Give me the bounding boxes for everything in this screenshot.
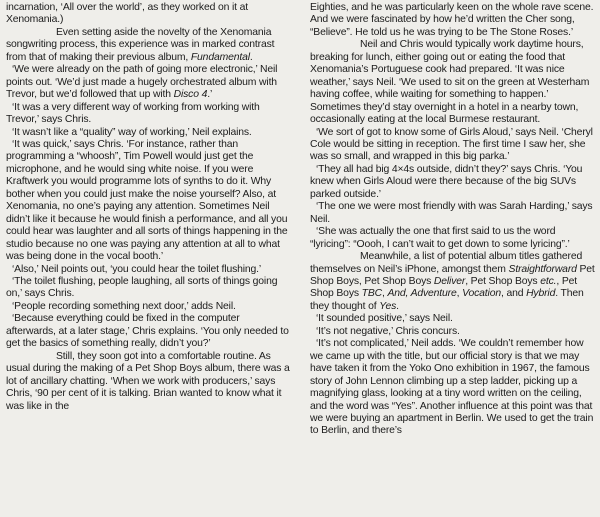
text-run: Neil and Chris would typically work daytime hours, breaking for lunch, either going out or eating the food that Xenomania’s Portuguese cook had prepared. ‘It was nice weather,’ says Neil. ‘We used to sit on the green at Westerham having coffee, while waiting for something to happen.’ Sometimes they’d stay overnight in a hotel in a nearby town, occasionally eating at the local Burmese restaurant. xyxy=(310,39,590,126)
paragraph xyxy=(6,313,292,350)
italic-text: Yes xyxy=(379,300,397,312)
paragraph xyxy=(310,2,596,39)
paragraph xyxy=(6,139,292,264)
text-run: incarnation, ‘All over the world’, as they worked on it at Xenomania.) xyxy=(6,2,248,26)
text-run: ‘It was quick,’ says Chris. ‘For instance, rather than programming a “whoosh”, Tim Powell would just get the microphone, and he would sing white noise. If you were Kraftwerk you would programme lots of synths to do it. Why bother when you could just make the noise yourself? Also, at Xenomania, no one’s paying any attention. Sometimes Neil didn’t like it because he would finish a performance, and all you could hear was laughter and all sorts of things happening in the studio because no one was paying any attention at all to what was being done in the vocal booth.’ xyxy=(6,138,288,263)
text-run: ‘It sounded positive,’ says Neil. xyxy=(316,313,453,325)
italic-text: Disco 4 xyxy=(173,89,208,101)
text-run: ‘It was a very different way of working from working with Trevor,’ says Chris. xyxy=(6,101,260,126)
text-run: ‘It’s not negative,’ Chris concurs. xyxy=(316,325,460,337)
paragraph xyxy=(6,351,292,413)
paragraph xyxy=(310,127,596,164)
paragraph xyxy=(310,226,596,251)
text-run: ‘Because everything could be fixed in the computer afterwards, at a later stage,’ Chris explains. ‘You only needed to get the basics of something really, didn’t you?’ xyxy=(6,313,289,350)
text-run: ‘The toilet flushing, people laughing, all sorts of things going on,’ says Chris. xyxy=(6,275,278,300)
italic-text: etc. xyxy=(540,275,557,287)
text-run: ‘Also,’ Neil points out, ‘you could hear the toilet flushing.’ xyxy=(12,263,262,275)
paragraph xyxy=(310,39,596,126)
text-run: Still, they soon got into a comfortable routine. As usual during the making of a Pet Shop Boys album, there was a lot of ancillary chatting. ‘When we work with producers,’ says Chris, ‘90 per cent of it is talking. Brian wanted to know what it was like in the xyxy=(6,350,290,412)
italic-text: TBC xyxy=(361,288,382,300)
text-run: , xyxy=(381,288,388,300)
text-run: , and xyxy=(500,288,527,300)
paragraph xyxy=(310,201,596,226)
text-run: ‘She was actually the one that first said to us the word “lyricing”: “Oooh, I can’t wait to get down to some lyricing”.’ xyxy=(310,226,570,250)
text-run: Meanwhile, a list of potential album titles gathered themselves on Neil’s iPhone, amongst them xyxy=(310,251,583,275)
paragraph xyxy=(6,264,292,276)
paragraph xyxy=(6,102,292,127)
italic-text: Fundamental xyxy=(190,51,250,63)
text-run: . Then they thought of xyxy=(310,288,584,312)
paragraph xyxy=(6,27,292,64)
text-run: . xyxy=(249,51,253,63)
paragraph xyxy=(310,338,596,438)
text-run: ‘People recording something next door,’ adds Neil. xyxy=(12,300,236,312)
text-run: ‘We sort of got to know some of Girls Aloud,’ says Neil. ‘Cheryl Cole would be sitting in reception. The first time I saw her, she was so small, and wrapped in this big parka.’ xyxy=(310,126,593,163)
paragraph xyxy=(6,276,292,301)
italic-text: Deliver xyxy=(433,275,466,287)
text-run: Even setting aside the novelty of the Xenomania songwriting process, this experience was in marked contrast from that of making their previous album, xyxy=(6,26,275,63)
text-run: Pet Shop Boys, Pet Shop Boys xyxy=(310,263,595,287)
paragraph xyxy=(6,301,292,313)
text-run: , xyxy=(456,288,463,300)
text-run: Eighties, and he was particularly keen on the whole rave scene. And we were fascinated by how he’d written the Cher song, “Believe”. He told us he was trying to be The Stone Roses.’ xyxy=(310,2,594,38)
italic-text: Straightforward xyxy=(508,263,577,275)
text-run: .’ xyxy=(207,89,213,101)
text-run: ‘We were already on the path of going more electronic,’ Neil points out. ‘We’d just made a hugely orchestrated album with Trevor, but we’d followed that up with xyxy=(6,64,278,101)
paragraph xyxy=(6,2,292,27)
text-run: . xyxy=(396,300,399,312)
text-run: ‘It wasn’t like a “quality” way of working,’ Neil explains. xyxy=(12,126,252,138)
paragraph xyxy=(6,64,292,101)
text-run: ‘It’s not complicated,’ Neil adds. ‘We couldn’t remember how we came up with the title, but our official story is that we may have taken it from the Yoko Ono exhibition in 1967, the famous story of John Lennon climbing up a step ladder, picking up a magnifying glass, looking at a tiny word written on the ceiling, and the word was “Yes”. Another influence at this point was that we were buying an apartment in Berlin. We used to get the train to Berlin, and there’s xyxy=(310,338,594,437)
right-column xyxy=(310,2,596,438)
italic-text: Vocation xyxy=(462,288,501,300)
paragraph xyxy=(310,164,596,201)
italic-text: Hybrid xyxy=(526,288,556,300)
italic-text: And, Adventure xyxy=(387,288,457,300)
text-run: , Pet Shop Boys xyxy=(465,275,541,287)
text-run: , Pet Shop Boys xyxy=(310,275,577,300)
paragraph xyxy=(310,326,596,338)
text-run: ‘They all had big 4×4s outside, didn’t they?’ says Chris. ‘You knew when Girls Aloud were there because of the big SUVs parked outside.’ xyxy=(310,163,583,200)
paragraph xyxy=(310,313,596,325)
paragraph xyxy=(310,251,596,313)
left-column xyxy=(6,2,292,413)
text-run: ‘The one we were most friendly with was Sarah Harding,’ says Neil. xyxy=(310,201,593,225)
paragraph xyxy=(6,127,292,139)
